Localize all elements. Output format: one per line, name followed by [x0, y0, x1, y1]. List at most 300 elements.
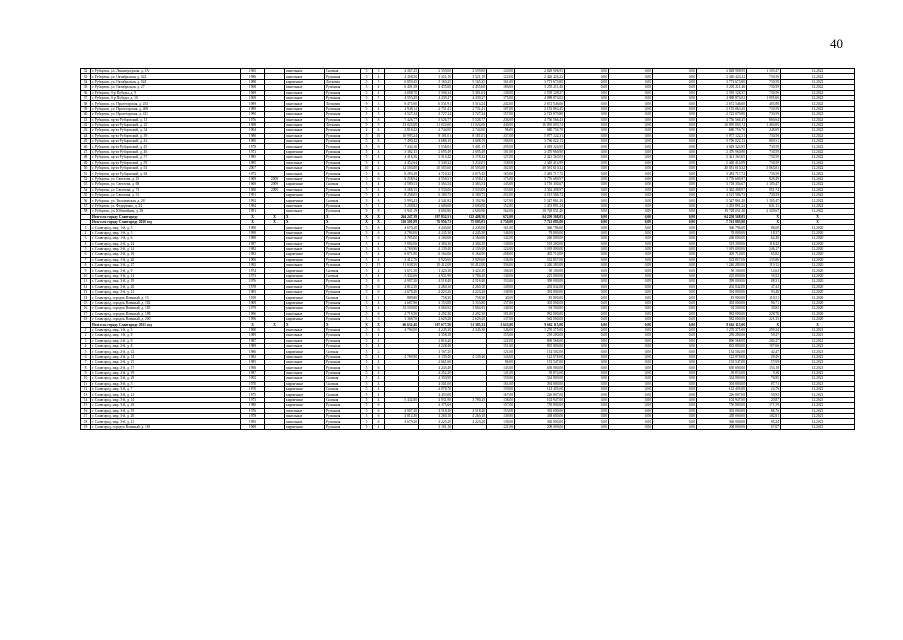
- table-cell: панельные: [285, 117, 325, 122]
- table-cell: 1 240 280,00: [697, 263, 747, 268]
- table-cell: кирпичные: [285, 192, 325, 197]
- table-cell: 0,00: [609, 290, 653, 295]
- table-cell: панельные: [285, 101, 325, 106]
- table-cell: 1996: [241, 316, 265, 321]
- table-cell: 10 993,24: [385, 133, 419, 138]
- table-cell: 730,59: [747, 106, 781, 111]
- table-cell: 4 458,50: [385, 74, 419, 79]
- table-cell: 5: [361, 300, 373, 305]
- table-cell: 121,00: [487, 424, 515, 429]
- table-cell: панельные: [285, 246, 325, 251]
- table-cell: 2: [81, 333, 91, 338]
- table-cell: 4 139,40: [419, 354, 453, 359]
- table-cell: 5: [361, 160, 373, 165]
- table-cell: 650 000,00: [697, 365, 747, 370]
- table-cell: г. Славгород, мкр. 3-й, д. 14: [91, 397, 241, 402]
- table-cell: 4: [373, 370, 385, 375]
- table-cell: 3 718 304,67: [515, 182, 565, 187]
- table-cell: г. Рубцовск, ул. Светлова, д. 31: [91, 192, 241, 197]
- table-cell: 5: [361, 144, 373, 149]
- table-cell: 12.2022: [781, 101, 855, 106]
- table-cell: 4 794,00: [385, 230, 419, 235]
- table-cell: 134 502,00: [697, 349, 747, 354]
- table-cell: 4: [373, 300, 385, 305]
- table-cell: 157,00: [487, 300, 515, 305]
- table-cell: 153,00: [487, 333, 515, 338]
- table-cell: 5: [361, 397, 373, 402]
- table-cell: 0,00: [609, 144, 653, 149]
- table-cell: 4 907,20: [385, 279, 419, 284]
- table-cell: 1979: [241, 306, 265, 311]
- table-cell: 3 178,22: [453, 155, 487, 160]
- table-cell: 1991: [241, 192, 265, 197]
- table-cell: 9: [81, 370, 91, 375]
- table-cell: 12.2020: [781, 279, 855, 284]
- table-cell: 12.2022: [781, 95, 855, 100]
- table-cell: 11 638,50: [385, 263, 419, 268]
- table-cell: 0,00: [565, 387, 609, 392]
- table-cell: 0,00: [609, 360, 653, 365]
- total-cell: X: [265, 214, 285, 219]
- table-cell: 7: [81, 360, 91, 365]
- table-cell: 0,00: [565, 370, 609, 375]
- table-cell: 122,00: [487, 74, 515, 79]
- table-cell: 10: [81, 273, 91, 278]
- table-cell: 1: [81, 225, 91, 230]
- table-cell: 12.2022: [781, 171, 855, 176]
- total-cell: 9 662 115,00: [515, 322, 565, 327]
- table-cell: 4 139,40: [419, 246, 453, 251]
- table-cell: 1 270 375,00: [515, 327, 565, 332]
- table-cell: г. Славгород, городок Военный, д. 181: [91, 424, 241, 429]
- table-cell: 4: [373, 381, 385, 386]
- table-cell: 43: [81, 128, 91, 133]
- table-cell: 4 260,10: [453, 284, 487, 289]
- table-cell: 149,00: [487, 414, 515, 419]
- table-cell: кирпичные: [285, 182, 325, 187]
- table-cell: 5: [361, 139, 373, 144]
- table-cell: 394 800,00: [697, 381, 747, 386]
- table-cell: 284,27: [747, 338, 781, 343]
- table-cell: панельные: [285, 209, 325, 214]
- table-cell: 246,17: [747, 246, 781, 251]
- table-cell: 153,00: [487, 408, 515, 413]
- table-cell: панельные: [285, 128, 325, 133]
- total-cell: X: [325, 219, 361, 224]
- table-cell: Рулонная: [325, 144, 361, 149]
- table-cell: 0,00: [653, 95, 697, 100]
- table-cell: 0,00: [653, 403, 697, 408]
- table-cell: 6: [373, 176, 385, 181]
- table-cell: 4 375,60: [419, 403, 453, 408]
- table-cell: 1969: [241, 95, 265, 100]
- table-cell: 2 559,00: [453, 69, 487, 74]
- table-cell: 5: [361, 306, 373, 311]
- table-cell: 4 252,20: [419, 370, 453, 375]
- table-cell: 334 800,00: [697, 376, 747, 381]
- table-cell: 5: [373, 112, 385, 117]
- table-cell: 2 426 424,22: [697, 74, 747, 79]
- table-cell: Рулонная: [325, 279, 361, 284]
- table-cell: 4 558,51: [453, 176, 487, 181]
- table-cell: 175,00: [487, 95, 515, 100]
- total-cell: X: [241, 219, 265, 224]
- table-cell: 0,00: [653, 79, 697, 84]
- table-cell: 12.2022: [781, 144, 855, 149]
- table-cell: 0,00: [653, 187, 697, 192]
- table-cell: 0,00: [565, 408, 609, 413]
- table-cell: 582 000,00: [515, 316, 565, 321]
- table-cell: 1970: [241, 381, 265, 386]
- table-cell: г. Рубцовск, пр-кт Рубцовский, д. 13: [91, 117, 241, 122]
- table-cell: 6: [373, 284, 385, 289]
- table-cell: 2 828 908,95: [515, 69, 565, 74]
- table-cell: 758,30: [453, 295, 487, 300]
- table-cell: 44: [81, 133, 91, 138]
- table-cell: Лотковая: [325, 122, 361, 127]
- table-cell: Лотковая: [325, 101, 361, 106]
- table-cell: 1969: [241, 182, 265, 187]
- table-cell: 1973: [241, 273, 265, 278]
- table-cell: 4: [373, 252, 385, 257]
- table-cell: г. Рубцовск, пр-кт Рубцовский, д. 46: [91, 149, 241, 154]
- table-cell: 0,00: [565, 128, 609, 133]
- table-cell: 4 769,90: [385, 354, 419, 359]
- table-cell: панельные: [285, 333, 325, 338]
- table-cell: 86,00: [487, 360, 515, 365]
- table-cell: 12.2020: [781, 290, 855, 295]
- table-cell: 750 800,00: [697, 403, 747, 408]
- table-cell: 0,00: [653, 397, 697, 402]
- table-cell: г. Рубцовск, ул. Светлова, д. 68: [91, 182, 241, 187]
- table-cell: 5: [361, 360, 373, 365]
- table-cell: Лотковая: [325, 79, 361, 84]
- table-cell: 40: [81, 112, 91, 117]
- table-cell: 0,00: [609, 343, 653, 348]
- table-cell: г. Славгород, мкр. 3-й, д. 20: [91, 414, 241, 419]
- table-cell: 0,00: [653, 74, 697, 79]
- table-cell: 3: [373, 316, 385, 321]
- table-cell: 51: [81, 171, 91, 176]
- table-cell: 889,80: [385, 295, 419, 300]
- table-cell: Скатная: [325, 387, 361, 392]
- table-cell: 392 000,00: [697, 408, 747, 413]
- table-cell: 5 993,23: [385, 198, 419, 203]
- table-cell: 137,00: [487, 316, 515, 321]
- table-cell: 4 501,00: [419, 381, 453, 386]
- table-cell: 1 453 891,24: [515, 203, 565, 208]
- table-cell: 0,00: [653, 354, 697, 359]
- table-cell: 2 672 546,60: [515, 101, 565, 106]
- table-cell: 122 078,00: [697, 354, 747, 359]
- table-cell: 4 416,36: [385, 155, 419, 160]
- table-cell: 40 581 610,32: [515, 166, 565, 171]
- table-cell: 0,00: [609, 316, 653, 321]
- table-cell: 12.2021: [781, 419, 855, 424]
- table-cell: 4 139,40: [453, 246, 487, 251]
- table-cell: 0,00: [653, 376, 697, 381]
- table-cell: 0,00: [653, 295, 697, 300]
- table-cell: 4 558,51: [419, 176, 453, 181]
- table-cell: 0,00: [609, 209, 653, 214]
- table-cell: 4: [373, 333, 385, 338]
- table-cell: 4 350,90: [419, 376, 453, 381]
- table-cell: 0,00: [609, 187, 653, 192]
- table-cell: 4: [373, 360, 385, 365]
- table-cell: Рулонная: [325, 246, 361, 251]
- table-cell: 0,00: [609, 408, 653, 413]
- table-cell: г. Славгород, мкр. 2-й, д. 19: [91, 370, 241, 375]
- table-cell: 161,00: [487, 225, 515, 230]
- table-cell: 1 019 000,00: [697, 246, 747, 251]
- table-cell: 12.2022: [781, 176, 855, 181]
- table-cell: 208 000,00: [697, 424, 747, 429]
- table-cell: 5 941,19: [385, 209, 419, 214]
- table-cell: г. Славгород, мкр. 2-й, д. 12: [91, 349, 241, 354]
- total-cell: 0,00: [653, 322, 697, 327]
- total-cell: 264 247,39: [385, 214, 419, 219]
- table-cell: 0,00: [609, 419, 653, 424]
- table-cell: 20,87: [747, 397, 781, 402]
- table-cell: 1 095,66: [747, 95, 781, 100]
- table-cell: 405 710,00: [697, 252, 747, 257]
- table-cell: 3 483 717,72: [515, 171, 565, 176]
- total-cell: 0,00: [609, 322, 653, 327]
- table-cell: 1990: [241, 327, 265, 332]
- table-cell: г. Рубцовск, ул. Пролетарская, д. 409: [91, 106, 241, 111]
- table-cell: 2 153 863,45: [515, 106, 565, 111]
- table-cell: 1985: [241, 155, 265, 160]
- table-cell: 259 200,00: [697, 333, 747, 338]
- table-cell: 54: [81, 187, 91, 192]
- table-cell: 9: [361, 122, 373, 127]
- table-cell: 4: [373, 257, 385, 262]
- table-cell: 0,00: [653, 424, 697, 429]
- table-cell: 730,59: [747, 160, 781, 165]
- page-number: 40: [830, 36, 843, 51]
- table-cell: 4: [373, 306, 385, 311]
- table-cell: 5: [361, 327, 373, 332]
- table-cell: 730,59: [747, 171, 781, 176]
- table-cell: 2: [373, 349, 385, 354]
- table-cell: 0,00: [653, 209, 697, 214]
- table-cell: г. Рубцовск, ул. Пролетарская, д. 254: [91, 101, 241, 106]
- total-cell: 0,00: [609, 214, 653, 219]
- table-cell: 78 000,00: [515, 230, 565, 235]
- table-cell: 0,00: [653, 306, 697, 311]
- table-cell: 5: [361, 117, 373, 122]
- table-cell: 85,24: [747, 419, 781, 424]
- table-cell: 0,00: [653, 381, 697, 386]
- table-cell: 10: [361, 166, 373, 171]
- table-cell: 334 800,00: [515, 376, 565, 381]
- table-cell: 12.2022: [781, 69, 855, 74]
- table-cell: 32: [81, 69, 91, 74]
- table-cell: 5: [361, 333, 373, 338]
- table-cell: 1988: [241, 79, 265, 84]
- table-cell: 0,00: [565, 349, 609, 354]
- table-cell: 59,52: [747, 273, 781, 278]
- table-cell: 37: [81, 95, 91, 100]
- table-cell: 1987: [241, 370, 265, 375]
- table-cell: 3 321,19: [453, 74, 487, 79]
- table-cell: 260 000,00: [515, 236, 565, 241]
- table-cell: г. Славгород, мкр. 3-й, д. 21: [91, 419, 241, 424]
- table-cell: Рулонная: [325, 149, 361, 154]
- table-cell: 1984: [241, 203, 265, 208]
- table-cell: 12 503,00: [385, 166, 419, 171]
- table-cell: 4 698,70: [385, 90, 419, 95]
- table-cell: 15: [81, 403, 91, 408]
- table-cell: 3 687,80: [385, 300, 419, 305]
- table-cell: 12.2020: [781, 241, 855, 246]
- table-cell: панельные: [285, 236, 325, 241]
- table-cell: 4: [373, 85, 385, 90]
- table-cell: 5: [361, 74, 373, 79]
- table-cell: 0,00: [609, 241, 653, 246]
- table-cell: 12.2021: [781, 370, 855, 375]
- table-cell: 3 321,19: [419, 74, 453, 79]
- table-cell: 5: [361, 376, 373, 381]
- table-cell: 38: [81, 101, 91, 106]
- table-cell: 0,00: [565, 419, 609, 424]
- table-cell: 1976: [241, 408, 265, 413]
- table-cell: 13: [81, 290, 91, 295]
- table-cell: 6 180,75: [453, 192, 487, 197]
- table-cell: 157,00: [487, 403, 515, 408]
- table-cell: 1982: [241, 246, 265, 251]
- table-cell: 2 731,41: [419, 106, 453, 111]
- table-cell: 730,59: [747, 155, 781, 160]
- table-cell: 12.2022: [781, 117, 855, 122]
- table-cell: г. Рубцовск, пр-кт Рубцовский, д. 59: [91, 160, 241, 165]
- table-cell: 0,00: [653, 300, 697, 305]
- table-cell: 0,00: [653, 106, 697, 111]
- total-cell: 0,00: [653, 214, 697, 219]
- table-cell: 12.2021: [781, 392, 855, 397]
- table-cell: 835 800,00: [697, 343, 747, 348]
- table-cell: 12.2021: [781, 424, 855, 429]
- table-cell: Рулонная: [325, 306, 361, 311]
- table-cell: 5: [361, 338, 373, 343]
- table-cell: 29,49: [747, 354, 781, 359]
- table-cell: кирпичные: [285, 149, 325, 154]
- table-cell: 252,00: [487, 192, 515, 197]
- table-cell: 4: [373, 343, 385, 348]
- table-cell: 94 500,00: [697, 306, 747, 311]
- table-cell: 0,00: [653, 327, 697, 332]
- table-cell: 0,00: [565, 338, 609, 343]
- table-cell: 0,00: [653, 160, 697, 165]
- table-cell: Рулонная: [325, 333, 361, 338]
- table-cell: 299,24: [747, 327, 781, 332]
- table-cell: панельные: [285, 95, 325, 100]
- total-cell: Итого по городу Славгороду: [91, 214, 241, 219]
- table-cell: 5: [361, 365, 373, 370]
- table-cell: 730,59: [747, 112, 781, 117]
- table-cell: кирпичные: [285, 306, 325, 311]
- table-cell: панельные: [285, 225, 325, 230]
- table-cell: 0,00: [565, 139, 609, 144]
- table-cell: 4 518,40: [453, 279, 487, 284]
- table-cell: 6: [373, 225, 385, 230]
- table-cell: Рулонная: [325, 365, 361, 370]
- table-cell: 138,00: [487, 273, 515, 278]
- table-cell: 800 568,00: [697, 338, 747, 343]
- table-cell: 399 000,00: [515, 279, 565, 284]
- table-cell: кирпичные: [285, 257, 325, 262]
- table-cell: 42,47: [747, 349, 781, 354]
- table-cell: 0,00: [565, 284, 609, 289]
- table-cell: 12.2021: [781, 327, 855, 332]
- table-cell: 4 453,00: [419, 392, 453, 397]
- table-cell: 221,35: [747, 316, 781, 321]
- table-cell: Рулонная: [325, 160, 361, 165]
- table-cell: 3 780,20: [453, 397, 487, 402]
- table-cell: 5: [361, 155, 373, 160]
- table-cell: г. Славгород, мкр. 3-й, д. 12: [91, 392, 241, 397]
- table-cell: 0,00: [565, 381, 609, 386]
- table-cell: Скатная: [325, 268, 361, 273]
- table-cell: панельные: [285, 343, 325, 348]
- table-cell: Рулонная: [325, 74, 361, 79]
- table-cell: 12.2021: [781, 343, 855, 348]
- total-cell: 197 852,51: [419, 214, 453, 219]
- table-cell: 58: [81, 209, 91, 214]
- table-cell: панельные: [285, 187, 325, 192]
- table-cell: 0,00: [565, 106, 609, 111]
- table-cell: 4 245,30: [453, 230, 487, 235]
- total-cell: 31 385,33: [453, 322, 487, 327]
- table-cell: панельные: [285, 74, 325, 79]
- table-cell: г. Рубцовск, пр-кт Рубцовский, д. 64: [91, 171, 241, 176]
- table-cell: Рулонная: [325, 408, 361, 413]
- table-cell: 0,00: [565, 171, 609, 176]
- table-cell: 4 412,70: [385, 257, 419, 262]
- table-cell: панельные: [285, 327, 325, 332]
- table-row: [81, 424, 855, 429]
- table-cell: 6: [373, 414, 385, 419]
- table-cell: 2 600,00: [453, 203, 487, 208]
- table-cell: 12.2020: [781, 236, 855, 241]
- table-cell: 5: [361, 290, 373, 295]
- table-cell: г. Славгород, городок Военный, д. 182: [91, 300, 241, 305]
- table-cell: 2 559 128,37: [697, 90, 747, 95]
- table-cell: 2 695,49: [419, 149, 453, 154]
- table-cell: 4 223,20: [419, 290, 453, 295]
- table-cell: 2 629,20: [453, 316, 487, 321]
- table-cell: 2 816,20: [419, 338, 453, 343]
- table-cell: 39 874,00: [515, 370, 565, 375]
- table-cell: 0,00: [565, 327, 609, 332]
- table-cell: 4 604,96: [453, 209, 487, 214]
- table-cell: 5: [373, 122, 385, 127]
- table-cell: 0,00: [609, 306, 653, 311]
- table-cell: 0,00: [653, 279, 697, 284]
- table-cell: 6 859,45: [385, 79, 419, 84]
- table-cell: 5: [361, 392, 373, 397]
- table-cell: 12.2020: [781, 225, 855, 230]
- table-cell: 800 568,00: [515, 338, 565, 343]
- table-cell: 0,00: [609, 300, 653, 305]
- table-cell: 6 401,58: [385, 85, 419, 90]
- table-cell: 1968: [241, 85, 265, 90]
- table-cell: 6: [373, 311, 385, 316]
- table-cell: 18,37: [747, 230, 781, 235]
- table-cell: 4: [373, 106, 385, 111]
- table-cell: г. Славгород, городок Военный, д. 200: [91, 316, 241, 321]
- table-cell: кирпичные: [285, 198, 325, 203]
